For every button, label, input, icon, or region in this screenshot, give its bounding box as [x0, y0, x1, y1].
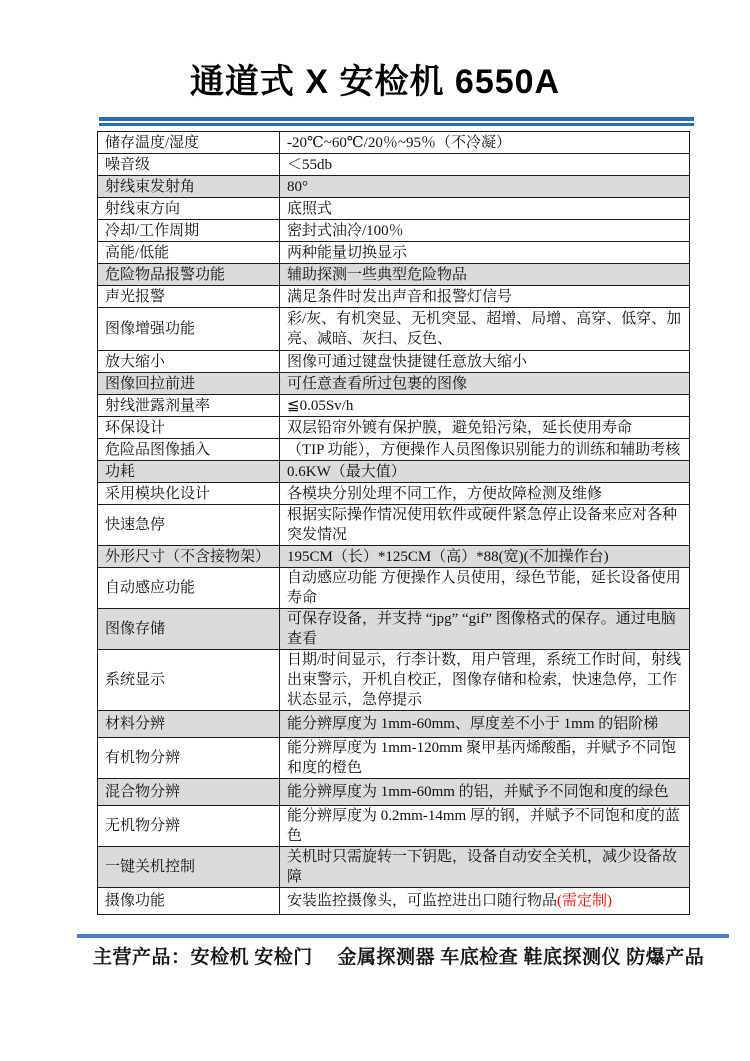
spec-value-cell	[280, 483, 690, 505]
title-divider-thin-line	[99, 123, 694, 126]
spec-value-text: 两种能量切换显示	[287, 244, 408, 261]
spec-row	[98, 220, 690, 242]
spec-value-cell	[280, 806, 690, 847]
spec-value-cell	[280, 351, 690, 373]
spec-value-text: 日期/时间显示，行李计数，用户管理，系统工作时间，射线出束警示，开机自校正，图像存储和检索，快速急停，工作状态显示，急停提示	[287, 652, 682, 708]
spec-row	[98, 176, 690, 198]
footer-products-line: 主营产品：安检机 安检门 金属探测器 车底检查 鞋底探测仪 防爆产品	[93, 947, 705, 968]
spec-row	[98, 546, 690, 568]
spec-label-cell: 环保设计	[98, 417, 280, 439]
spec-label-cell: 一键关机控制	[98, 847, 280, 888]
spec-label-cell: 功耗	[98, 461, 280, 483]
spec-label-cell: 声光报警	[98, 286, 280, 308]
spec-value-text: 满足条件时发出声音和报警灯信号	[287, 288, 513, 305]
spec-value-cell	[280, 711, 690, 738]
spec-row	[98, 198, 690, 220]
spec-value-cell	[280, 373, 690, 395]
title-divider	[99, 117, 694, 126]
spec-value-cell	[280, 308, 690, 351]
spec-value-text: -20℃~60℃/20％~95％（不冷凝）	[287, 134, 511, 151]
spec-row	[98, 738, 690, 779]
spec-value-text: 安装监控摄像头，可监控进出口随行物品	[287, 893, 558, 909]
spec-label-cell: 材料分辨	[98, 711, 280, 738]
spec-value-cell	[280, 220, 690, 242]
spec-label-cell: 高能/低能	[98, 242, 280, 264]
spec-row	[98, 132, 690, 154]
spec-row	[98, 308, 690, 351]
spec-value-cell	[280, 650, 690, 711]
spec-value-cell	[280, 847, 690, 888]
spec-value-cell	[280, 154, 690, 176]
spec-label-cell: 射线束方向	[98, 198, 280, 220]
spec-value-cell	[280, 439, 690, 461]
spec-value-text: 关机时只需旋转一下钥匙，设备自动安全关机，减少设备故障	[287, 849, 678, 885]
spec-value-text: 0.6KW（最大值）	[287, 463, 406, 480]
spec-value-text: ≦0.05Sv/h	[287, 397, 354, 414]
spec-label-cell: 外形尺寸（不含接物架）	[98, 546, 280, 568]
spec-value-text: 双层铅帘外镀有保护膜，避免铅污染，延长使用寿命	[287, 419, 633, 436]
spec-value-text: 图像可通过键盘快捷键任意放大缩小	[287, 353, 528, 370]
spec-row	[98, 650, 690, 711]
spec-value-cell	[280, 395, 690, 417]
spec-label-cell: 图像存储	[98, 609, 280, 650]
spec-row	[98, 711, 690, 738]
spec-value-text: ＜55db	[287, 156, 333, 173]
spec-label-cell: 有机物分辨	[98, 738, 280, 779]
spec-value-text: 可任意查看所过包裹的图像	[287, 375, 468, 392]
spec-value-cell	[280, 264, 690, 286]
spec-label-cell: 冷却/工作周期	[98, 220, 280, 242]
spec-value-text: 自动感应功能 方便操作人员使用，绿色节能，延长设备使用寿命	[287, 570, 681, 606]
spec-label-cell: 射线泄露剂量率	[98, 395, 280, 417]
spec-value-cell	[280, 888, 690, 915]
spec-label-cell: 混合物分辨	[98, 779, 280, 806]
spec-row	[98, 779, 690, 806]
spec-row	[98, 286, 690, 308]
spec-row	[98, 483, 690, 505]
spec-value-text: 密封式油冷/100％	[287, 222, 404, 239]
spec-value-text: 根据实际操作情况使用软件或硬件紧急停止设备来应对各种突发情况	[287, 507, 678, 543]
spec-value-text: 195CM（长）*125CM（高）*88(宽)(不加操作台)	[287, 548, 609, 565]
spec-value-text: 能分辨厚度为 0.2mm-14mm 厚的钢，并赋予不同饱和度的蓝色	[287, 808, 680, 844]
spec-value-cell	[280, 417, 690, 439]
spec-label-cell: 储存温度/湿度	[98, 132, 280, 154]
spec-value-cell	[280, 198, 690, 220]
spec-value-text: 底照式	[287, 200, 333, 217]
spec-value-text: （TIP 功能），方便操作人员图像识别能力的训练和辅助考核	[287, 441, 681, 458]
spec-value-cell	[280, 461, 690, 483]
spec-value-cell	[280, 738, 690, 779]
spec-value-cell	[280, 242, 690, 264]
spec-label-cell: 快速急停	[98, 505, 280, 546]
spec-row	[98, 461, 690, 483]
spec-row	[98, 395, 690, 417]
spec-value-text: 辅助探测一些典型危险物品	[287, 266, 468, 283]
spec-value-text: 能分辨厚度为 1mm-60mm、厚度差不小于 1mm 的铝阶梯	[287, 716, 659, 732]
spec-label-cell: 无机物分辨	[98, 806, 280, 847]
spec-value-cell	[280, 609, 690, 650]
spec-label-cell: 自动感应功能	[98, 568, 280, 609]
spec-row	[98, 806, 690, 847]
footer-divider	[77, 934, 729, 938]
page-title: 通道式 X 安检机 6550A	[189, 63, 561, 101]
spec-label-cell: 图像增强功能	[98, 308, 280, 351]
spec-value-cell	[280, 779, 690, 806]
spec-value-cell	[280, 505, 690, 546]
spec-value-text: 能分辨厚度为 1mm-120mm 聚甲基丙烯酸酯，并赋予不同饱和度的橙色	[287, 740, 677, 776]
spec-table	[97, 131, 690, 915]
spec-value-cell	[280, 546, 690, 568]
spec-label-cell: 危险物品报警功能	[98, 264, 280, 286]
spec-label-cell: 系统显示	[98, 650, 280, 711]
spec-row	[98, 417, 690, 439]
spec-value-text: 可保存设备，并支持 “jpg” “gif” 图像格式的保存。通过电脑查看	[287, 611, 676, 647]
spec-value-text: 80°	[287, 178, 308, 195]
spec-row	[98, 264, 690, 286]
spec-row	[98, 154, 690, 176]
spec-row	[98, 568, 690, 609]
spec-label-cell: 摄像功能	[98, 888, 280, 915]
spec-label-cell: 图像回拉前进	[98, 373, 280, 395]
spec-label-cell: 危险品图像插入	[98, 439, 280, 461]
spec-table-body	[98, 132, 690, 915]
spec-row	[98, 242, 690, 264]
spec-row	[98, 439, 690, 461]
spec-value-cell	[280, 176, 690, 198]
spec-label-cell: 采用模块化设计	[98, 483, 280, 505]
spec-row	[98, 505, 690, 546]
spec-row	[98, 888, 690, 915]
spec-value-cell	[280, 568, 690, 609]
custom-order-note: (需定制)	[557, 893, 613, 909]
spec-value-text: 各模块分别处理不同工作，方便故障检测及维修	[287, 485, 603, 502]
spec-value-text: 彩/灰、有机突显、无机突显、超增、局增、高穿、低穿、加亮、减暗、灰扫、反色、	[287, 311, 682, 347]
spec-row	[98, 847, 690, 888]
spec-label-cell: 放大缩小	[98, 351, 280, 373]
spec-value-cell	[280, 286, 690, 308]
spec-value-cell	[280, 132, 690, 154]
spec-row	[98, 373, 690, 395]
spec-row	[98, 609, 690, 650]
spec-value-text: 能分辨厚度为 1mm-60mm 的铝，并赋予不同饱和度的绿色	[287, 784, 669, 800]
spec-label-cell: 射线束发射角	[98, 176, 280, 198]
spec-label-cell: 噪音级	[98, 154, 280, 176]
spec-row	[98, 351, 690, 373]
